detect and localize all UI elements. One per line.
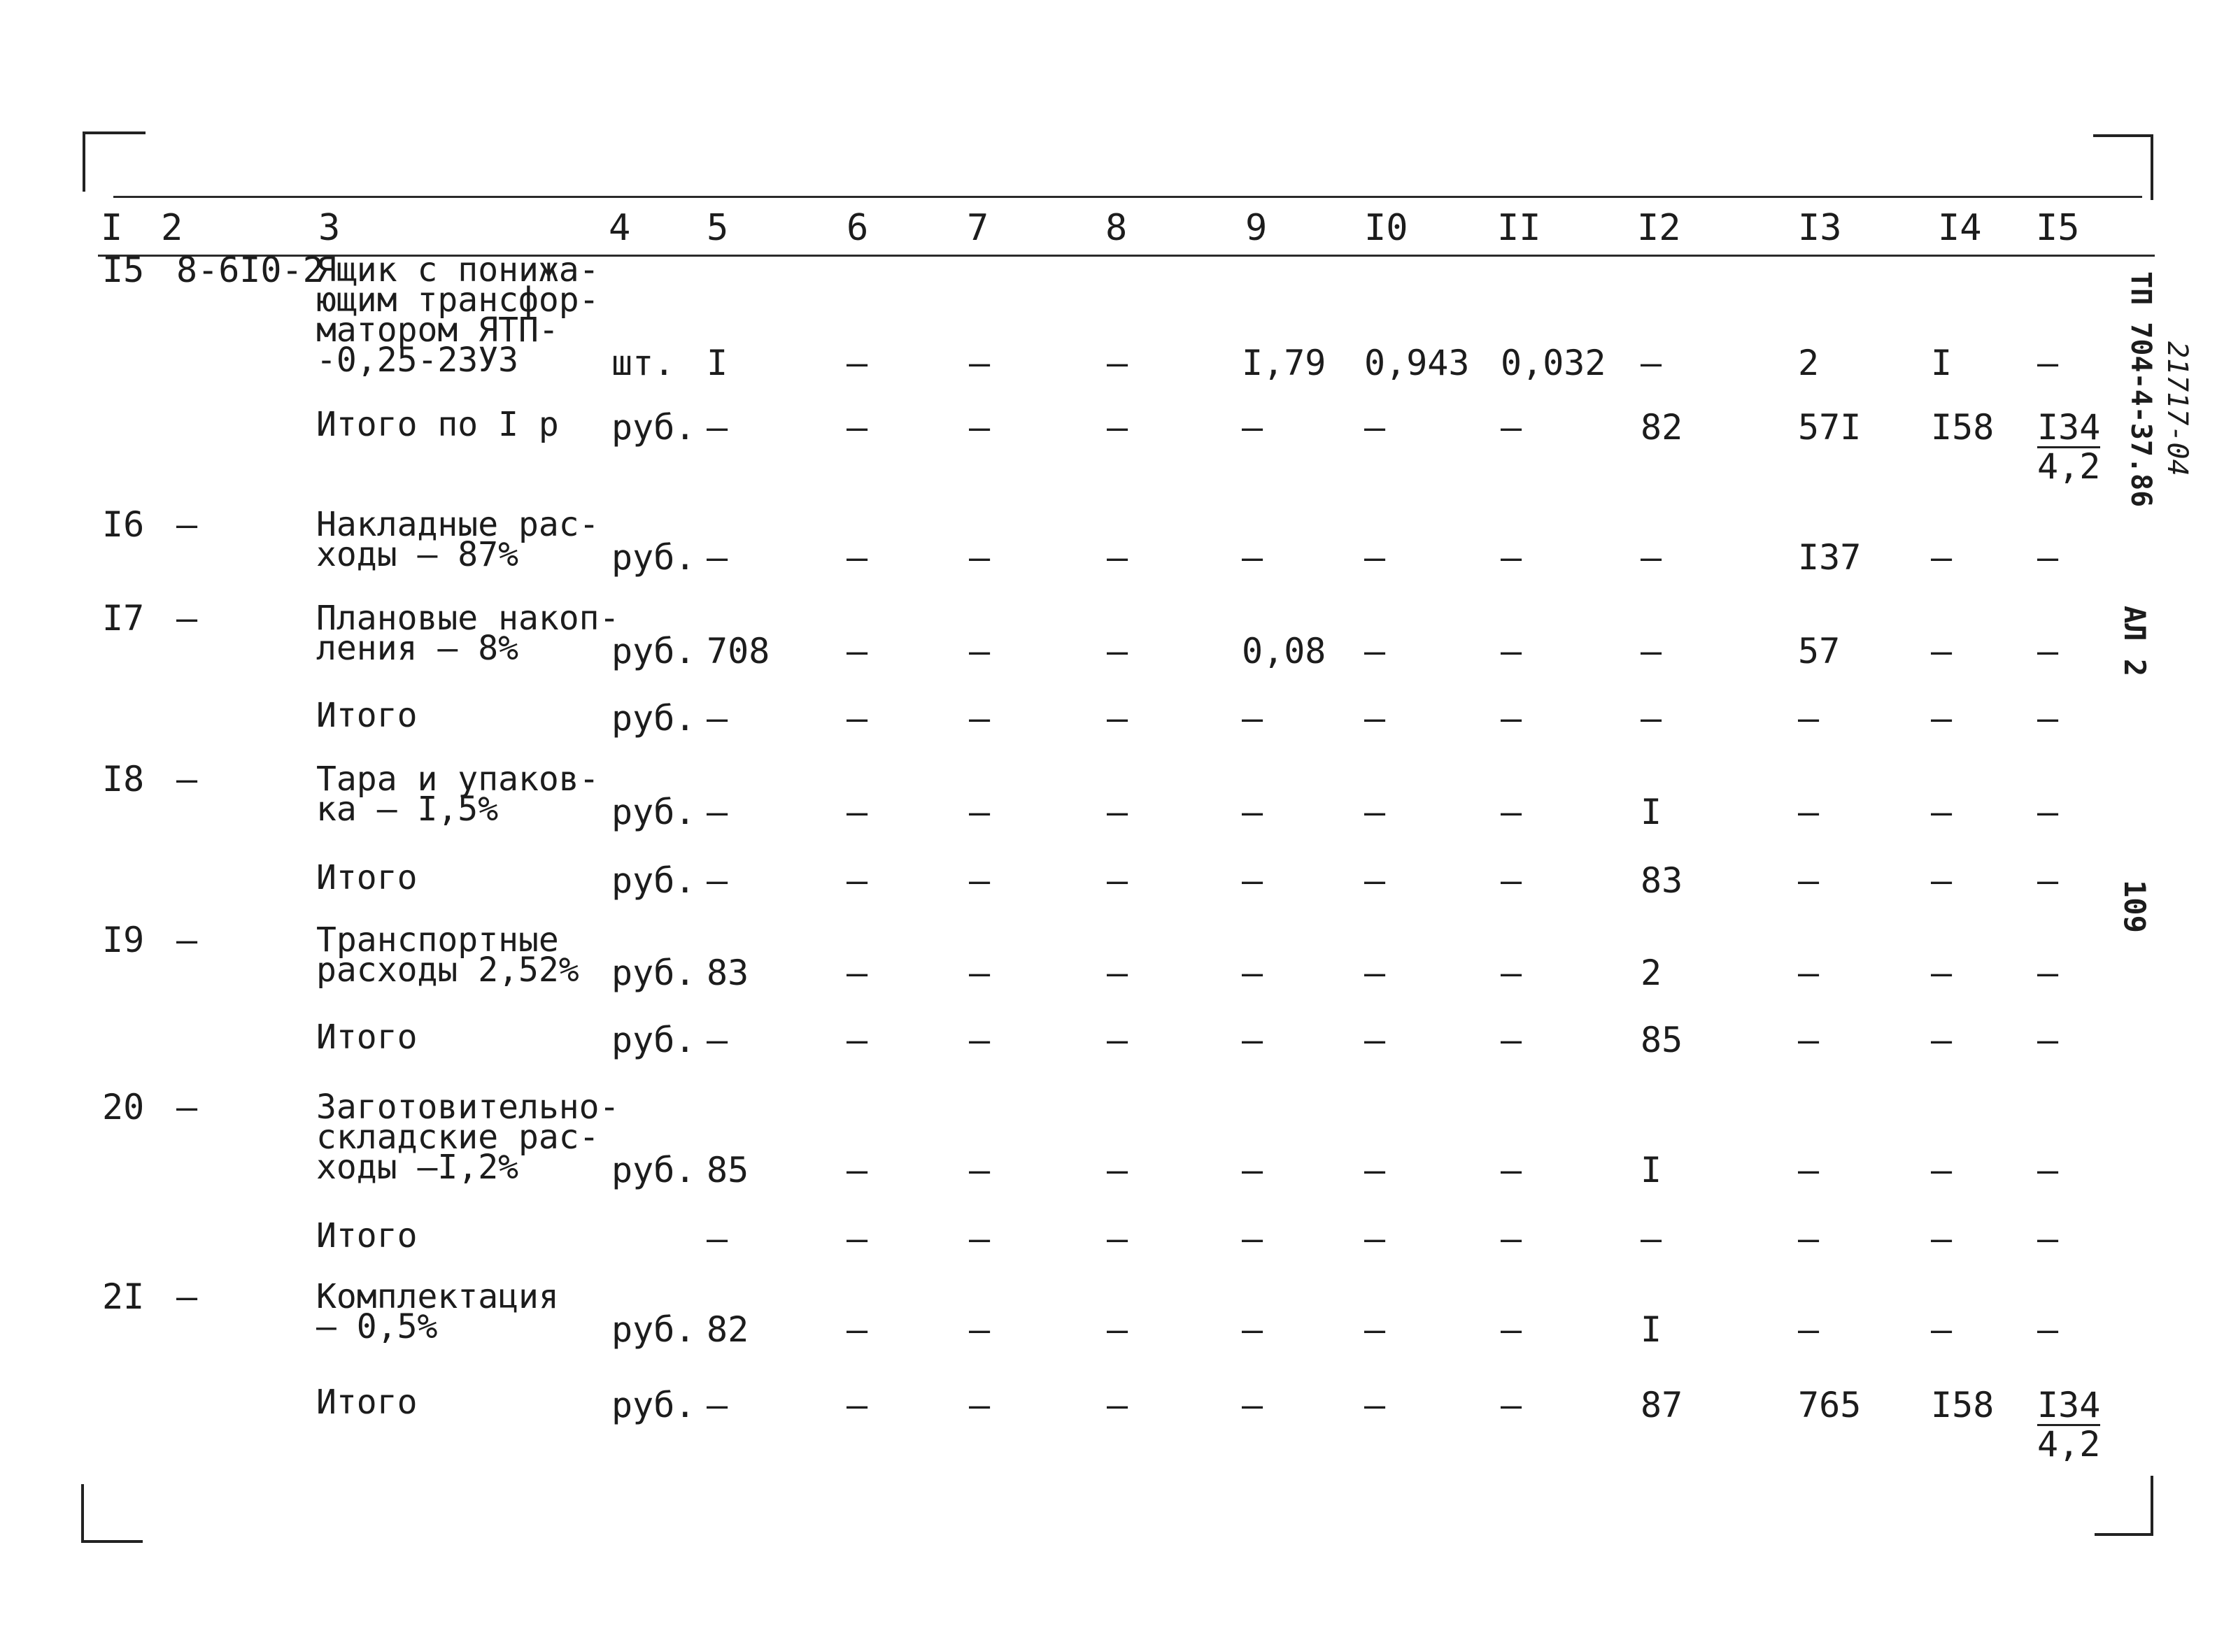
stamp-document-number: 21717-04 <box>2161 341 2193 476</box>
cell-col-5: 708 <box>707 631 770 671</box>
cell-col-6: – <box>847 1218 868 1259</box>
cell-col-13: 57 <box>1798 631 1841 671</box>
cell-col-8: – <box>1107 1309 1128 1350</box>
row-name: Итого <box>316 858 418 897</box>
cell-col-11: – <box>1501 1309 1522 1350</box>
cell-col-6: – <box>847 1020 868 1060</box>
cell-col-9: – <box>1242 1309 1263 1350</box>
row-unit: руб. <box>611 698 696 739</box>
row-number: I7 <box>102 598 145 639</box>
cell-col-15: – <box>2037 953 2059 993</box>
cell-col-5: 83 <box>707 953 749 993</box>
cell-col-6: – <box>847 698 868 739</box>
cell-col-7: – <box>969 631 991 671</box>
column-header-13: I3 <box>1798 207 1842 249</box>
cell-col-5: – <box>707 860 728 901</box>
cell-col-15-numerator: I34 <box>2037 407 2101 448</box>
column-header-9: 9 <box>1245 207 1268 249</box>
row-code: – <box>176 759 198 799</box>
cell-col-15: – <box>2037 1309 2059 1350</box>
cell-col-11: – <box>1501 1020 1522 1060</box>
row-name: Итого <box>316 696 418 735</box>
cell-col-15: – <box>2037 860 2059 901</box>
row-name: Итого <box>316 1216 418 1255</box>
cell-col-8: – <box>1107 343 1128 383</box>
cell-col-5: – <box>707 1385 728 1425</box>
cell-col-14: – <box>1931 1020 1953 1060</box>
row-name: Комплектация – 0,5% <box>316 1277 559 1346</box>
cell-col-14: – <box>1931 1218 1953 1259</box>
row-name: Накладные рас- ходы – 87% <box>316 505 600 574</box>
cell-col-14: – <box>1931 860 1953 901</box>
cell-col-8: – <box>1107 537 1128 578</box>
cell-col-9: – <box>1242 537 1263 578</box>
cell-col-13: – <box>1798 1020 1820 1060</box>
cell-col-6: – <box>847 343 868 383</box>
cell-col-8: – <box>1107 698 1128 739</box>
row-number: I8 <box>102 759 145 799</box>
cell-col-7: – <box>969 407 991 448</box>
header-top-rule <box>113 196 2142 198</box>
cell-col-12: 2 <box>1641 953 1662 993</box>
cell-col-11: – <box>1501 537 1522 578</box>
column-header-1: I <box>101 207 123 249</box>
cell-col-12: – <box>1641 1218 1662 1259</box>
row-unit: руб. <box>611 537 696 578</box>
cell-col-11: – <box>1501 1218 1522 1259</box>
cell-col-10: – <box>1364 537 1386 578</box>
row-code: – <box>176 1087 198 1127</box>
cell-col-11: 0,032 <box>1501 343 1606 383</box>
cell-col-10: 0,943 <box>1364 343 1470 383</box>
column-header-11: II <box>1497 207 1541 249</box>
cell-col-11: – <box>1501 1150 1522 1190</box>
cell-col-9: 0,08 <box>1242 631 1326 671</box>
row-code: 8-6I0-2 <box>176 250 324 290</box>
cell-col-9: – <box>1242 953 1263 993</box>
cell-col-6: – <box>847 953 868 993</box>
cell-col-12: I <box>1641 1150 1662 1190</box>
frame-corner-top-right <box>2093 134 2153 200</box>
row-unit: руб. <box>611 792 696 832</box>
cell-col-13: I37 <box>1798 537 1862 578</box>
row-code: – <box>176 1276 198 1317</box>
cell-col-7: – <box>969 1150 991 1190</box>
cell-col-13: – <box>1798 698 1820 739</box>
cell-col-14: – <box>1931 953 1953 993</box>
column-header-5: 5 <box>707 207 729 249</box>
row-unit: руб. <box>611 953 696 993</box>
cell-col-11: – <box>1501 792 1522 832</box>
cell-col-5: – <box>707 537 728 578</box>
row-unit: руб. <box>611 1385 696 1425</box>
cell-col-14: – <box>1931 1150 1953 1190</box>
column-header-12: I2 <box>1637 207 1681 249</box>
cell-col-10: – <box>1364 407 1386 448</box>
column-header-7: 7 <box>967 207 989 249</box>
cell-col-10: – <box>1364 698 1386 739</box>
cell-col-5: – <box>707 407 728 448</box>
cell-col-15: – <box>2037 343 2059 383</box>
row-unit: руб. <box>611 631 696 671</box>
cell-col-13: 57I <box>1798 407 1862 448</box>
cell-col-9: – <box>1242 407 1263 448</box>
cell-col-10: – <box>1364 1309 1386 1350</box>
cell-col-12: – <box>1641 698 1662 739</box>
cell-col-12: – <box>1641 537 1662 578</box>
cell-col-6: – <box>847 860 868 901</box>
cell-col-11: – <box>1501 698 1522 739</box>
cell-col-10: – <box>1364 1020 1386 1060</box>
stamp-sheet-label: АЛ 2 <box>2118 606 2152 677</box>
cell-col-14: – <box>1931 1309 1953 1350</box>
cell-col-11: – <box>1501 860 1522 901</box>
cell-col-14: I58 <box>1931 1385 1995 1425</box>
cell-col-15: – <box>2037 1218 2059 1259</box>
cell-col-9: – <box>1242 1150 1263 1190</box>
row-number: I9 <box>102 920 145 960</box>
row-code: – <box>176 504 198 545</box>
cell-col-12: I <box>1641 1309 1662 1350</box>
cell-col-7: – <box>969 537 991 578</box>
cell-col-12: 87 <box>1641 1385 1683 1425</box>
cell-col-7: – <box>969 860 991 901</box>
cell-col-9: – <box>1242 860 1263 901</box>
cell-col-10: – <box>1364 1150 1386 1190</box>
cell-col-6: – <box>847 407 868 448</box>
cell-col-11: – <box>1501 953 1522 993</box>
row-name: Итого по I р <box>316 405 559 444</box>
cell-col-8: – <box>1107 792 1128 832</box>
cell-col-7: – <box>969 1309 991 1350</box>
cell-col-15: – <box>2037 792 2059 832</box>
column-header-15: I5 <box>2036 207 2080 249</box>
column-header-2: 2 <box>161 207 183 249</box>
cell-col-8: – <box>1107 631 1128 671</box>
row-number: 20 <box>102 1087 145 1127</box>
cell-col-10: – <box>1364 792 1386 832</box>
cell-col-6: – <box>847 631 868 671</box>
cell-col-12: 82 <box>1641 407 1683 448</box>
column-header-10: I0 <box>1364 207 1408 249</box>
cell-col-10: – <box>1364 953 1386 993</box>
cell-col-15: – <box>2037 537 2059 578</box>
cell-col-7: – <box>969 343 991 383</box>
cell-col-14: I58 <box>1931 407 1995 448</box>
cell-col-13: – <box>1798 860 1820 901</box>
cell-col-9: – <box>1242 792 1263 832</box>
cell-col-7: – <box>969 1020 991 1060</box>
cell-col-7: – <box>969 1218 991 1259</box>
cell-col-15: – <box>2037 698 2059 739</box>
cell-col-8: – <box>1107 1020 1128 1060</box>
cell-col-6: – <box>847 1385 868 1425</box>
row-unit: руб. <box>611 1309 696 1350</box>
row-name: Транспортные расходы 2,52% <box>316 920 579 990</box>
cell-col-15: – <box>2037 1020 2059 1060</box>
cell-col-14: I <box>1931 343 1953 383</box>
cell-col-5: – <box>707 1020 728 1060</box>
cell-col-10: – <box>1364 1218 1386 1259</box>
row-code: – <box>176 598 198 639</box>
cell-col-15-denominator: 4,2 <box>2037 1424 2101 1465</box>
row-name: Итого <box>316 1018 418 1057</box>
row-name: Заготовительно- складские рас- ходы –I,2% <box>316 1088 620 1187</box>
frame-corner-bottom-left <box>81 1484 143 1543</box>
cell-col-11: – <box>1501 631 1522 671</box>
cell-col-9: I,79 <box>1242 343 1326 383</box>
column-header-6: 6 <box>847 207 869 249</box>
cell-col-13: 2 <box>1798 343 1820 383</box>
row-number: 2I <box>102 1276 145 1317</box>
cell-col-12: 83 <box>1641 860 1683 901</box>
row-unit: руб. <box>611 407 696 448</box>
cell-col-6: – <box>847 1150 868 1190</box>
cell-col-8: – <box>1107 953 1128 993</box>
row-number: I5 <box>102 250 145 290</box>
cell-col-7: – <box>969 792 991 832</box>
stamp-page-number: 109 <box>2118 880 2152 933</box>
cell-col-6: – <box>847 792 868 832</box>
row-unit: шт. <box>611 343 675 383</box>
cell-col-8: – <box>1107 860 1128 901</box>
cell-col-9: – <box>1242 1385 1263 1425</box>
cell-col-5: I <box>707 343 728 383</box>
cell-col-5: 82 <box>707 1309 749 1350</box>
column-header-3: 3 <box>318 207 341 249</box>
cell-col-9: – <box>1242 1020 1263 1060</box>
cell-col-12: – <box>1641 343 1662 383</box>
row-name: Ящик с понижа- ющим трансфор- матором ЯТП- -0,25-23УЗ <box>316 250 600 380</box>
cell-col-6: – <box>847 537 868 578</box>
cell-col-5: – <box>707 792 728 832</box>
stamp-project-code: ТП 704-4-37.86 <box>2125 271 2157 508</box>
cell-col-8: – <box>1107 1218 1128 1259</box>
row-number: I6 <box>102 504 145 545</box>
cell-col-15: – <box>2037 1150 2059 1190</box>
cell-col-5: – <box>707 698 728 739</box>
cell-col-14: – <box>1931 537 1953 578</box>
cell-col-14: – <box>1931 631 1953 671</box>
cell-col-13: – <box>1798 953 1820 993</box>
column-header-8: 8 <box>1105 207 1128 249</box>
row-unit: руб. <box>611 1020 696 1060</box>
cell-col-13: – <box>1798 792 1820 832</box>
frame-corner-top-left <box>83 131 146 192</box>
cell-col-6: – <box>847 1309 868 1350</box>
cell-col-10: – <box>1364 631 1386 671</box>
cell-col-7: – <box>969 1385 991 1425</box>
cell-col-14: – <box>1931 792 1953 832</box>
cell-col-10: – <box>1364 1385 1386 1425</box>
cell-col-11: – <box>1501 407 1522 448</box>
column-header-14: I4 <box>1938 207 1982 249</box>
cell-col-13: – <box>1798 1150 1820 1190</box>
cell-col-8: – <box>1107 1385 1128 1425</box>
cell-col-12: I <box>1641 792 1662 832</box>
cell-col-8: – <box>1107 1150 1128 1190</box>
cell-col-13: – <box>1798 1218 1820 1259</box>
cell-col-14: – <box>1931 698 1953 739</box>
cell-col-10: – <box>1364 860 1386 901</box>
cell-col-7: – <box>969 698 991 739</box>
cell-col-7: – <box>969 953 991 993</box>
cell-col-12: – <box>1641 631 1662 671</box>
cell-col-15-numerator: I34 <box>2037 1385 2101 1425</box>
cell-col-15: – <box>2037 631 2059 671</box>
cell-col-9: – <box>1242 1218 1263 1259</box>
row-name: Тара и упаков- ка – I,5% <box>316 760 600 829</box>
row-code: – <box>176 920 198 960</box>
cell-col-5: 85 <box>707 1150 749 1190</box>
frame-corner-bottom-right <box>2095 1476 2153 1536</box>
cell-col-8: – <box>1107 407 1128 448</box>
cell-col-9: – <box>1242 698 1263 739</box>
cell-col-12: 85 <box>1641 1020 1683 1060</box>
cell-col-11: – <box>1501 1385 1522 1425</box>
row-unit: руб. <box>611 1150 696 1190</box>
cell-col-5: – <box>707 1218 728 1259</box>
row-name: Плановые накоп- ления – 8% <box>316 599 620 668</box>
row-unit: руб. <box>611 860 696 901</box>
cell-col-13: 765 <box>1798 1385 1862 1425</box>
row-name: Итого <box>316 1383 418 1422</box>
cell-col-15-denominator: 4,2 <box>2037 446 2101 487</box>
column-header-4: 4 <box>609 207 631 249</box>
cell-col-13: – <box>1798 1309 1820 1350</box>
